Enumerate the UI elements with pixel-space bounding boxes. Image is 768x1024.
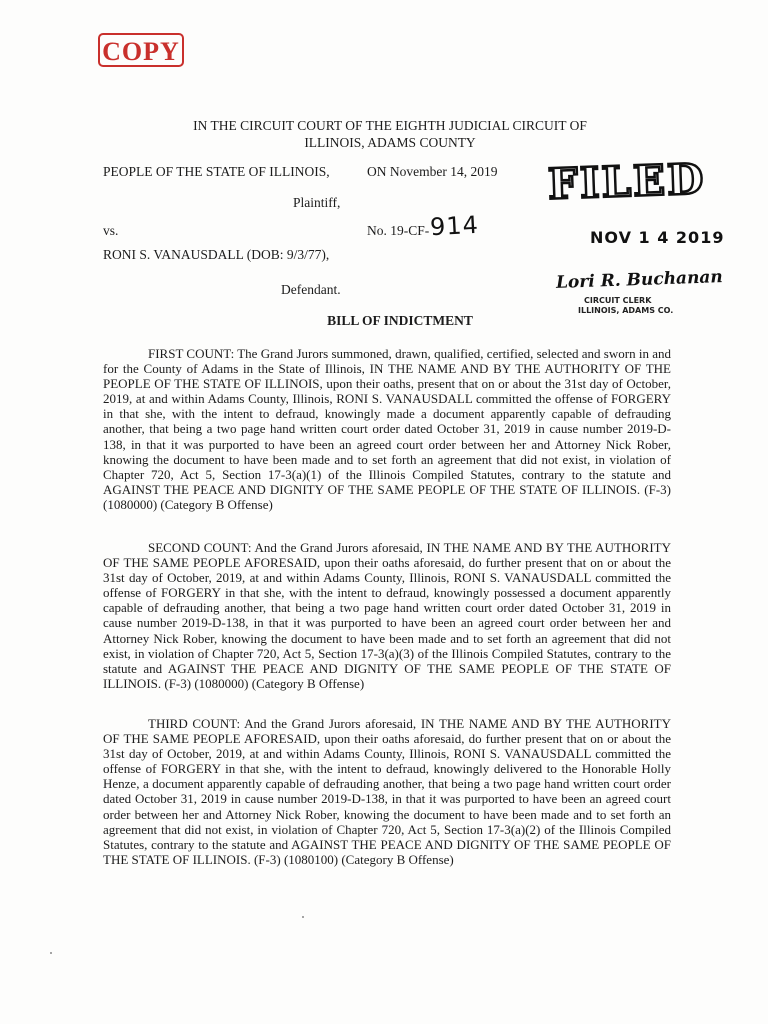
first-count-text: FIRST COUNT: The Grand Jurors summoned, drawn, qualified, certified, selected and sworn in and for the County of Adams in the State of Illinois, IN THE NAME AND BY THE AUTHORITY OF THE PEOPLE OF THE STATE OF ILLINOIS, upon their oaths, present that on or about the 31st day of October, 2019, at and within Adams County, Illinois, RONI S. VANAUSDALL committed the offense of FORGERY in that she, with the intent to defraud, knowingly made a document apparently capable of defrauding another, that being a two page hand written court order dated October 31, 2019 in cause number 2019-D-138, in that it was purported to have been an agreed court order between her and Attorney Nick Rober, knowing the document to have been made and to set forth an agreement that did not exist, in violation of Chapter 720, Act 5, Section 17-3(a)(1) of the Illinois Compiled Statutes, contrary to the statute and AGAINST THE PEACE AND DIGNITY OF THE SAME PEOPLE OF THE STATE OF ILLINOIS. (F-3) (1080000) (Category B Offense): [103, 346, 671, 512]
clerk-title: CIRCUIT CLERK: [584, 296, 652, 305]
defendant-name: RONI S. VANAUSDALL (DOB: 9/3/77),: [103, 247, 330, 262]
second-count-text: SECOND COUNT: And the Grand Jurors aforesaid, IN THE NAME AND BY THE AUTHORITY OF THE SAME PEOPLE AFORESAID, upon their oaths aforesaid, do further present that on or about the 31st day of October, 2019, at and within Adams County, Illinois, RONI S. VANAUSDALL committed the offense of FORGERY in that she, with the intent to defraud, knowingly possessed a document apparently capable of defrauding another, that being a two page hand written court order dated October 31, 2019 in cause number 2019-D-138, in that it was purported to have been an agreed court order between her and Attorney Nick Rober, knowing the document to have been made and to set forth an agreement that did not exist, in violation of Chapter 720, Act 5, Section 17-3(a)(3) of the Illinois Compiled Statutes, contrary to the statute and AGAINST THE PEACE AND DIGNITY OF THE SAME PEOPLE OF THE STATE OF ILLINOIS. (F-3) (1080000) (Category B Offense): [103, 540, 671, 691]
clerk-location: ILLINOIS, ADAMS CO.: [578, 306, 674, 315]
case-number-handwritten: 914: [429, 210, 480, 242]
first-count: [103, 346, 671, 512]
filed-date-stamp: NOV 1 4 2019: [590, 228, 725, 247]
plaintiff-name: PEOPLE OF THE STATE OF ILLINOIS,: [103, 164, 330, 179]
second-count: [103, 540, 671, 691]
versus: vs.: [103, 223, 119, 238]
plaintiff-role: Plaintiff,: [293, 195, 341, 210]
scan-speck: [50, 952, 52, 954]
filing-date-line: ON November 14, 2019: [367, 164, 498, 179]
clerk-signature: Lori R. Buchanan: [555, 267, 724, 293]
filed-stamp: FILED: [547, 154, 707, 209]
case-number-prefix: No. 19-CF-: [367, 223, 430, 238]
court-heading-line-2: ILLINOIS, ADAMS COUNTY: [304, 135, 476, 150]
court-heading: [140, 117, 640, 151]
scan-speck: [302, 916, 304, 918]
third-count: [103, 716, 671, 867]
defendant-role: Defendant.: [281, 282, 341, 297]
document-title: BILL OF INDICTMENT: [327, 313, 473, 328]
court-heading-line-1: IN THE CIRCUIT COURT OF THE EIGHTH JUDICIAL CIRCUIT OF: [193, 118, 587, 133]
third-count-text: THIRD COUNT: And the Grand Jurors aforesaid, IN THE NAME AND BY THE AUTHORITY OF THE SAME PEOPLE AFORESAID, upon their oaths aforesaid, do further present that on or about the 31st day of October, 2019, at and within Adams County, Illinois, RONI S. VANAUSDALL committed the offense of FORGERY in that she, with the intent to defraud, knowingly delivered to the Honorable Holly Henze, a document apparently capable of defrauding another, that being a two page hand written court order dated October 31, 2019 in cause number 2019-D-138, in that it was purported to have been an agreed court order between her and Attorney Nick Rober, knowing the document to have been made and to set forth an agreement that did not exist, in violation of Chapter 720, Act 5, Section 17-3(a)(2) of the Illinois Compiled Statutes, contrary to the statute and AGAINST THE PEACE AND DIGNITY OF THE SAME PEOPLE OF THE STATE OF ILLINOIS. (F-3) (1080100) (Category B Offense): [103, 716, 671, 867]
copy-stamp: COPY: [98, 33, 184, 67]
